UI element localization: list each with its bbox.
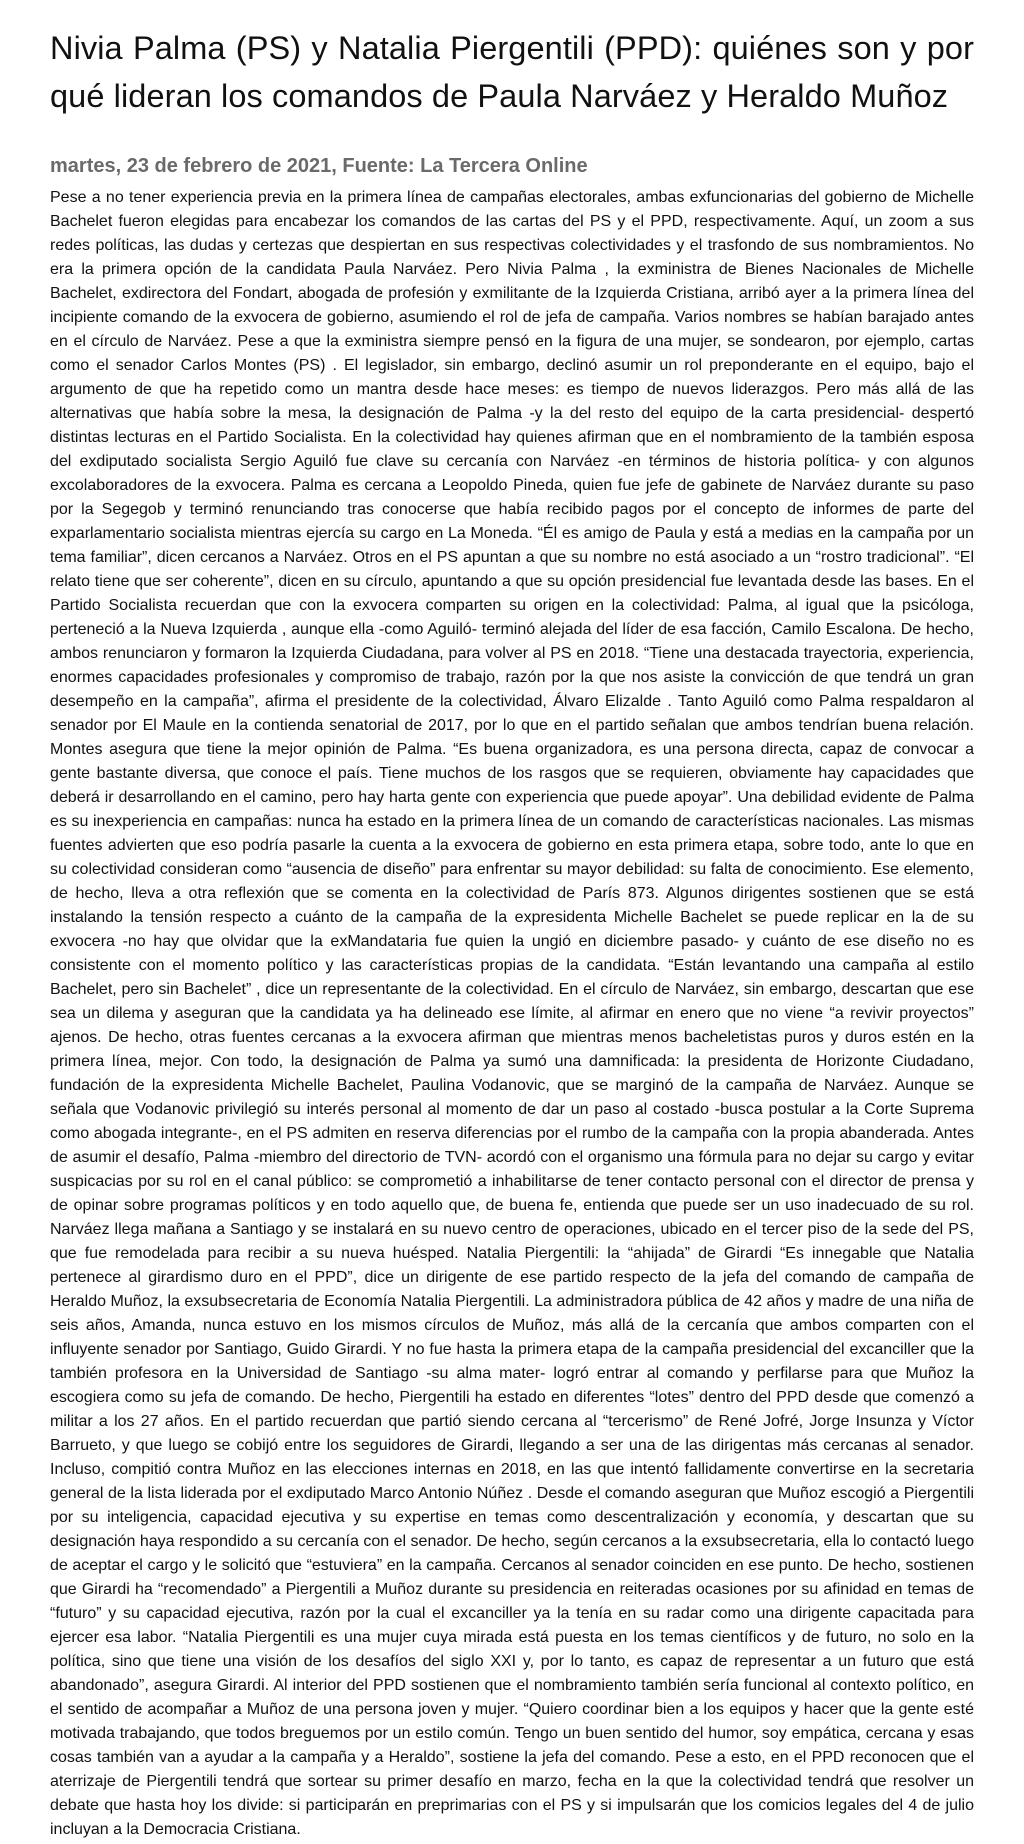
article-title: Nivia Palma (PS) y Natalia Piergentili (PPD): quiénes son y por qué lideran los comandos de Paula Narváez y Heraldo Muñoz (50, 30, 974, 114)
article-date-source: martes, 23 de febrero de 2021, Fuente: La Tercera Online (50, 155, 588, 177)
article-body: Pese a no tener experiencia previa en la primera línea de campañas electorales, ambas exfuncionarias del gobierno de Michelle Bachelet fueron elegidas para encabezar los comandos de las cartas del PS y el PPD, respectivamente. Aquí, un zoom a sus redes políticas, las dudas y certezas que despiertan en sus respectivas colectividades y el trasfondo de sus nombramientos. No era la primera opción de la candidata Paula Narváez. Pero Nivia Palma , la exministra de Bienes Nacionales de Michelle Bachelet, exdirectora del Fondart, abogada de profesión y exmilitante de la Izquierda Cristiana, arribó ayer a la primera línea del incipiente comando de la exvocera de gobierno, asumiendo el rol de jefa de campaña. Varios nombres se habían barajado antes en el círculo de Narváez. Pese a que la exministra siempre pensó en la figura de una mujer, se sondearon, por ejemplo, cartas como el senador Carlos Montes (PS) . El legislador, sin embargo, declinó asumir un rol preponderante en el equipo, bajo el argumento de que ha repetido como un mantra desde hace meses: es tiempo de nuevos liderazgos. Pero más allá de las alternativas que había sobre la mesa, la designación de Palma -y la del resto del equipo de la carta presidencial- despertó distintas lecturas en el Partido Socialista. En la colectividad hay quienes afirman que en el nombramiento de la también esposa del exdiputado socialista Sergio Aguiló fue clave su cercanía con Narváez -en términos de historia política- y con algunos excolaboradores de la exvocera. Palma es cercana a Leopoldo Pineda, quien fue jefe de gabinete de Narváez durante su paso por la Segegob y terminó renunciando tras conocerse que había recibido pagos por el concepto de informes de parte del exparlamentario socialista mientras ejercía su cargo en La Moneda. “Él es amigo de Paula y está a medias en la campaña por un tema familiar”, dicen cercanos a Narváez. Otros en el PS apuntan a que su nombre no está asociado a un “rostro tradicional”. “El relato tiene que ser coherente”, dicen en su círculo, apuntando a que su opción presidencial fue levantada desde las bases. En el Partido Socialista recuerdan que con la exvocera comparten su origen en la colectividad: Palma, al igual que la psicóloga, perteneció a la Nueva Izquierda , aunque ella -como Aguiló- terminó alejada del líder de esa facción, Camilo Escalona. De hecho, ambos renunciaron y formaron la Izquierda Ciudadana, para volver al PS en 2018. “Tiene una destacada trayectoria, experiencia, enormes capacidades profesionales y compromiso de trabajo, razón por la que nos asiste la convicción de que tendrá un gran desempeño en la campaña”, afirma el presidente de la colectividad, Álvaro Elizalde . Tanto Aguiló como Palma respaldaron al senador por El Maule en la contienda senatorial de 2017, por lo que en el partido señalan que ambos tendrían buena relación. Montes asegura que tiene la mejor opinión de Palma. “Es buena organizadora, es una persona directa, capaz de convocar a gente bastante diversa, que conoce el país. Tiene muchos de los rasgos que se requieren, obviamente hay capacidades que deberá ir desarrollando en el camino, pero hay harta gente con experiencia que puede apoyar”. Una debilidad evidente de Palma es su inexperiencia en campañas: nunca ha estado en la primera línea de un comando de características nacionales. Las mismas fuentes advierten que eso podría pasarle la cuenta a la exvocera de gobierno en esta primera etapa, sobre todo, ante lo que en su colectividad consideran como “ausencia de diseño” para enfrentar su mayor debilidad: su falta de conocimiento. Ese elemento, de hecho, lleva a otra reflexión que se comenta en la colectividad de París 873. Algunos dirigentes sostienen que se está instalando la tensión respecto a cuánto de la campaña de la expresidenta Michelle Bachelet se puede replicar en la de su exvocera -no hay que olvidar que la exMandataria fue quien la ungió en diciembre pasado- y cuánto de ese diseño no es consistente con el momento político y las características propias de la candidata. “Están levantando una campaña al estilo Bachelet, pero sin Bachelet” , dice un representante de la colectividad. En el círculo de Narváez, sin embargo, descartan que ese sea un dilema y aseguran que la candidata ya ha delineado ese límite, al afirmar en enero que no viene “a revivir proyectos” ajenos. De hecho, otras fuentes cercanas a la exvocera afirman que mientras menos bacheletistas puros y duros estén en la primera línea, mejor. Con todo, la designación de Palma ya sumó una damnificada: la presidenta de Horizonte Ciudadano, fundación de la expresidenta Michelle Bachelet, Paulina Vodanovic, que se marginó de la campaña de Narváez. Aunque se señala que Vodanovic privilegió su interés personal al momento de dar un paso al costado -busca postular a la Corte Suprema como abogada integrante-, en el PS admiten en reserva diferencias por el rumbo de la campaña con la propia abanderada. Antes de asumir el desafío, Palma -miembro del directorio de TVN- acordó con el organismo una fórmula para no dejar su cargo y evitar suspicacias por su rol en el canal público: se comprometió a inhabilitarse de tener contacto personal con el director de prensa y de opinar sobre programas políticos y en todo aquello que, de buena fe, entienda que puede ser un uso inadecuado de su rol. Narváez llega mañana a Santiago y se instalará en su nuevo centro de operaciones, ubicado en el tercer piso de la sede del PS, que fue remodelada para recibir a su nueva huésped. Natalia Piergentili: la “ahijada” de Girardi “Es innegable que Natalia pertenece al girardismo duro en el PPD”, dice un dirigente de ese partido respecto de la jefa del comando de campaña de Heraldo Muñoz, la exsubsecretaria de Economía Natalia Piergentili. La administradora pública de 42 años y madre de una niña de seis años, Amanda, nunca estuvo en los mismos círculos de Muñoz, más allá de la cercanía que ambos comparten con el influyente senador por Santiago, Guido Girardi. Y no fue hasta la primera etapa de la campaña presidencial del excanciller que la también profesora en la Universidad de Santiago -su alma mater- logró entrar al comando y perfilarse para que Muñoz la escogiera como su jefa de comando. De hecho, Piergentili ha estado en diferentes “lotes” dentro del PPD desde que comenzó a militar a los 27 años. En el partido recuerdan que partió siendo cercana al “tercerismo” de René Jofré, Jorge Insunza y Víctor Barrueto, y que luego se cobijó entre los seguidores de Girardi, llegando a ser una de las dirigentas más cercanas al senador. Incluso, compitió contra Muñoz en las elecciones internas en 2018, en las que intentó fallidamente convertirse en la secretaria general de la lista liderada por el exdiputado Marco Antonio Núñez . Desde el comando aseguran que Muñoz escogió a Piergentili por su inteligencia, capacidad ejecutiva y su expertise en temas como descentralización y economía, y descartan que su designación haya respondido a su cercanía con el senador. De hecho, según cercanos a la exsubsecretaria, ella lo contactó luego de aceptar el cargo y le solicitó que “estuviera” en la campaña. Cercanos al senador coinciden en ese punto. De hecho, sostienen que Girardi ha “recomendado” a Piergentili a Muñoz durante su presidencia en reiteradas ocasiones por su afinidad en temas de “futuro” y su capacidad ejecutiva, razón por la cual el excanciller ya la tenía en su radar como una dirigente capacitada para ejercer esa labor. “Natalia Piergentili es una mujer cuya mirada está puesta en los temas científicos y de futuro, no solo en la política, sino que tiene una visión de los desafíos del siglo XXI y, por lo tanto, es capaz de representar a un futuro que está abandonado”, asegura Girardi. Al interior del PPD sostienen que el nombramiento también sería funcional al contexto político, en el sentido de acompañar a Muñoz de una persona joven y mujer. “Quiero coordinar bien a los equipos y hacer que la gente esté motivada trabajando, que todos breguemos por un estilo común. Tengo un buen sentido del humor, soy empática, cercana y esas cosas también van a ayudar a la campaña y a Heraldo”, sostiene la jefa del comando. Pese a esto, en el PPD reconocen que el aterrizaje de Piergentili tendrá que sortear su primer desafío en marzo, fecha en la que la colectividad tendrá que resolver un debate que hasta hoy los divide: si participarán en preprimarias con el PS y si impulsarán que los comicios legales del 4 de julio incluyan a la Democracia Cristiana. (50, 189, 974, 1838)
